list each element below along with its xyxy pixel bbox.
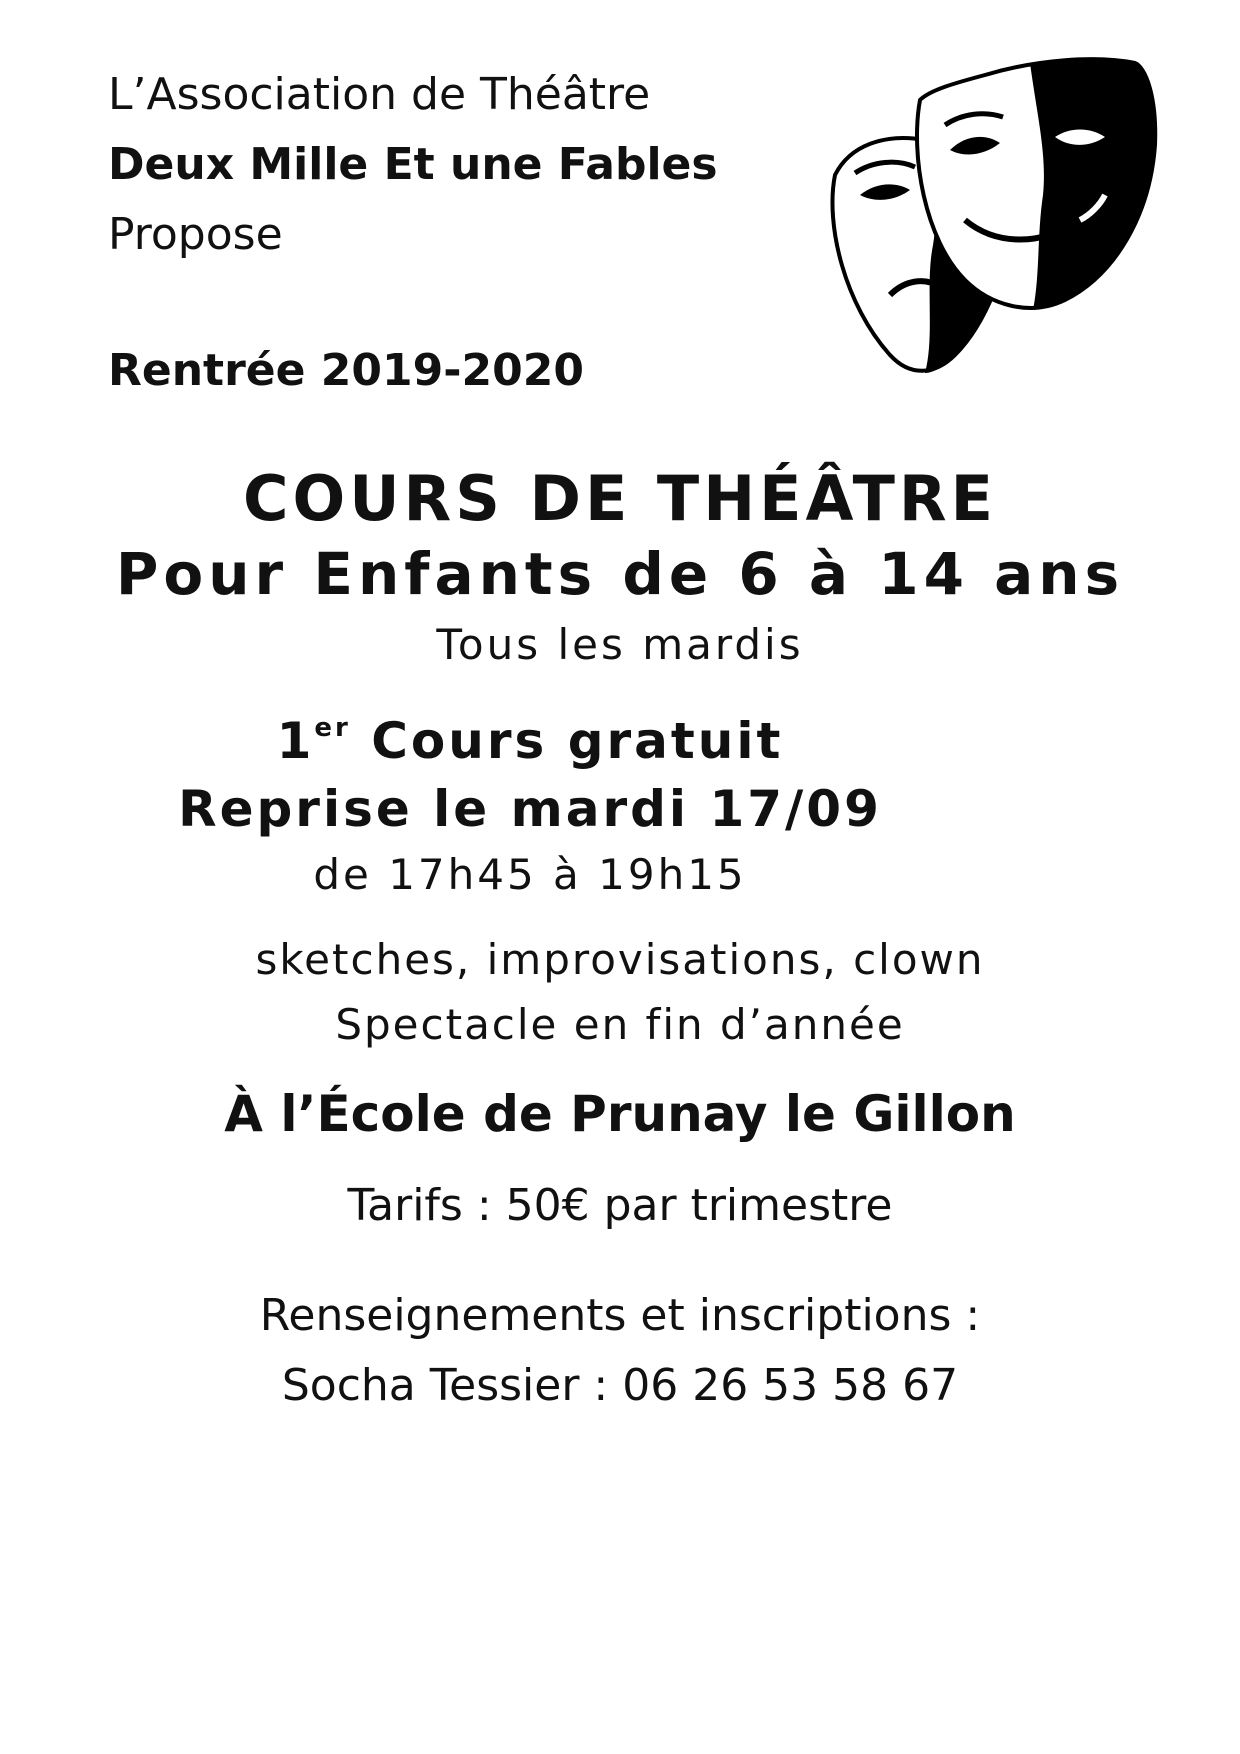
course-audience: Pour Enfants de 6 à 14 ans bbox=[115, 540, 1125, 608]
association-name: Deux Mille Et une Fables bbox=[108, 139, 718, 190]
pricing: Tarifs : 50€ par trimestre bbox=[347, 1180, 893, 1231]
class-hours: de 17h45 à 19h15 bbox=[313, 850, 747, 899]
season-label: Rentrée 2019-2020 bbox=[108, 345, 584, 396]
propose-line: Propose bbox=[108, 209, 283, 260]
resume-date: Reprise le mardi 17/09 bbox=[178, 780, 882, 838]
intro-block bbox=[108, 60, 808, 270]
free-first-class bbox=[0, 712, 1150, 770]
course-schedule: Tous les mardis bbox=[436, 620, 804, 669]
year-end-show: Spectacle en fin d’année bbox=[335, 1000, 905, 1049]
contact-phone: Socha Tessier : 06 26 53 58 67 bbox=[281, 1360, 959, 1411]
free-class-text: Cours gratuit bbox=[350, 712, 784, 770]
free-class-number: 1 bbox=[276, 712, 315, 770]
location: À l’École de Prunay le Gillon bbox=[224, 1085, 1016, 1143]
activities-list: sketches, improvisations, clown bbox=[255, 935, 985, 984]
theatre-masks-icon bbox=[815, 55, 1175, 375]
free-class-ordinal: er bbox=[314, 713, 351, 743]
course-title: COURS DE THÉÂTRE bbox=[242, 462, 998, 535]
association-line: L’Association de Théâtre bbox=[108, 69, 651, 120]
contact-heading: Renseignements et inscriptions : bbox=[259, 1290, 981, 1341]
